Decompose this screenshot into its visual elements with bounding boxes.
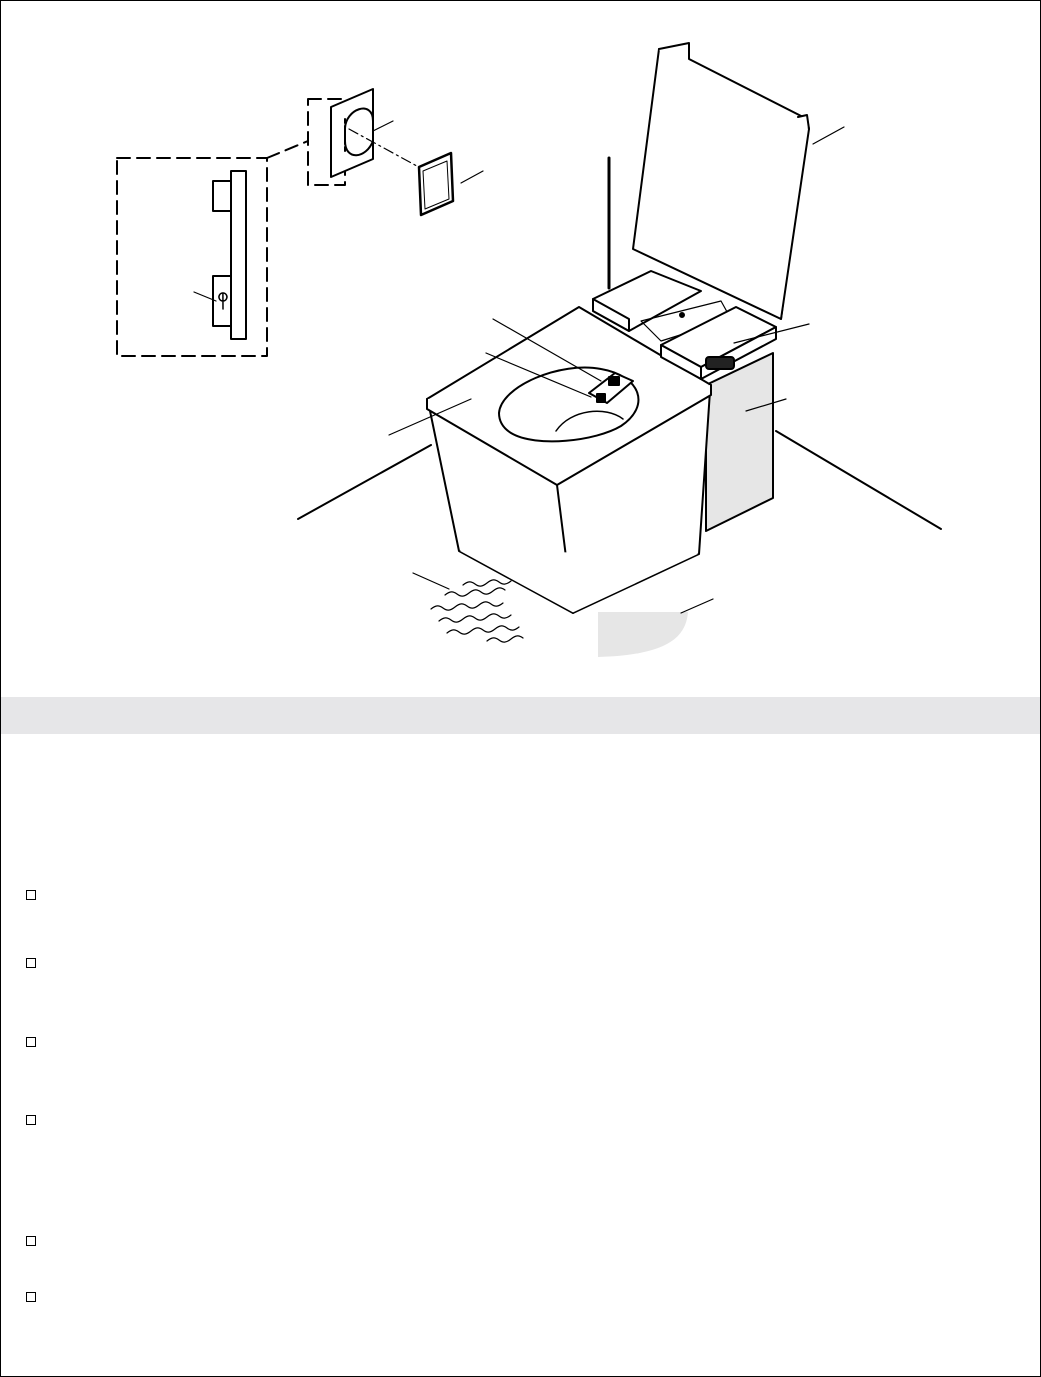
- remote-control: [419, 153, 453, 215]
- checkbox-3[interactable]: [26, 1037, 36, 1047]
- checkbox-4[interactable]: [26, 1115, 36, 1125]
- checkbox-1[interactable]: [26, 890, 36, 900]
- floor-marking: [598, 612, 688, 657]
- section-header-band: [1, 697, 1040, 734]
- checkbox-2[interactable]: [26, 958, 36, 968]
- checkbox-5[interactable]: [26, 1236, 36, 1246]
- side-panel: [706, 353, 773, 531]
- product-illustration: [1, 1, 1040, 696]
- checkbox-6[interactable]: [26, 1292, 36, 1302]
- wall-bracket: [331, 89, 373, 177]
- detail-inset: [117, 99, 345, 356]
- floor-wave-lines: [431, 580, 523, 642]
